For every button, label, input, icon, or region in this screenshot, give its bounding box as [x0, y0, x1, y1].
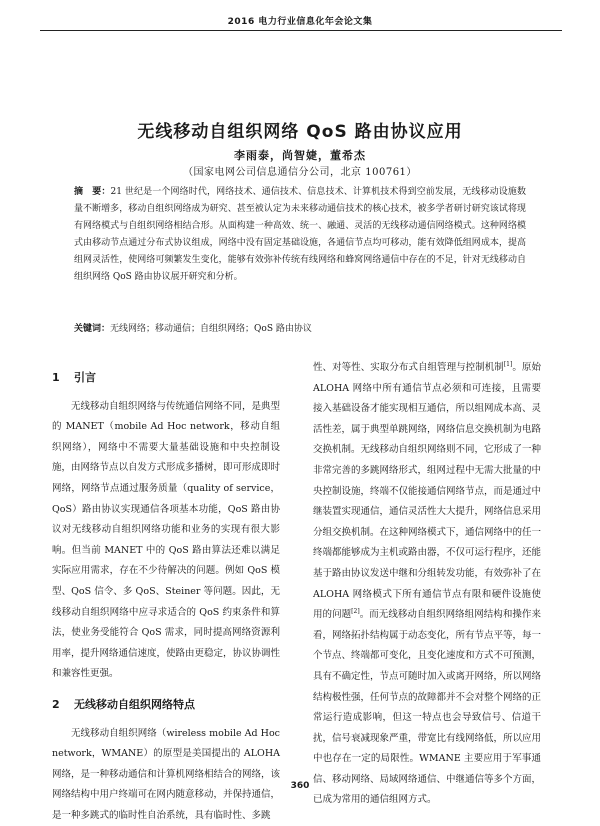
section-2-paragraph: 无线移动自组织网络（wireless mobile Ad Hoc network，WMANE）的原型是美国提出的 ALOHA 网络，是一种移动通信和计算机网络相结合的网络，该网络结构中用户终端可在网内随意移动，并保持通信，是一种多跳式的临时性自治系统，具有临时性、多跳: [52, 724, 280, 826]
citation-1: [1]: [504, 361, 513, 368]
right-column-paragraph: [313, 358, 541, 811]
section-2-title: 无线移动自组织网络特点: [74, 698, 195, 711]
section-1-heading: [52, 368, 280, 389]
spacer: [52, 389, 280, 397]
paper-title: 无线移动自组织网络 QoS 路由协议应用: [0, 117, 600, 142]
section-2-number: 2: [52, 695, 74, 716]
left-column: [52, 358, 280, 826]
header-rule: [40, 30, 562, 31]
abstract-text: 21 世纪是一个网络时代，网络技术、通信技术、信息技术、计算机技术得到空前发展，无线移动设施数量不断增多，移动自组织网络成为研究、甚至被认定为未来移动通信技术的核心技术，被多学者研讨研究该试将现有网络模式与自组织网络相结合形。从面构建一种高效、统一、融通、灵活的无线移动通信网络模式。这种网络模式由移动节点通过分布式协议组成，网络中没有固定基础设施，各通信节点均可移动，能有效降低组网成本，提高组网灵活性，使网络可频繁发生变化，能够有效弥补传统有线网络和蜂窝网络通信中存在的不足，针对无线移动自组织网络 QoS 路由协议展开研究和分析。: [74, 187, 526, 282]
section-1-title: 引言: [74, 371, 96, 384]
running-head: 2016 电力行业信息化年会论文集: [0, 14, 600, 27]
abstract-label: 摘 要：: [74, 187, 110, 197]
text-run: 性、对等性、实取分布式自组管理与控制机制: [313, 362, 504, 373]
spacer: [52, 358, 280, 368]
right-column: [313, 358, 541, 811]
abstract: [74, 184, 526, 287]
keywords-text: 无线网络；移动通信；自组织网络；QoS 路由协议: [110, 324, 312, 334]
paper-affiliation: （国家电网公司信息通信分公司，北京 100761）: [0, 163, 600, 178]
text-run: 。原始 ALOHA 网络中所有通信节点必须和可连接，且需要接入基础设备才能实现相互通信，所以组网成本高、灵活性差，属于典型单跳网络，网络信息交换机制为电路交换机制。无线移动自组织网络则不同，它形成了一种非常完善的多跳网络形式，组网过程中无需大批量的中央控制设施，终端不仅能接通信网络节点，而是通过中继装置实现通信，通信灵活性大大提升，网络信息采用分组交换机制。在这种网络模式下，通信网络中的任一终端都能够成为主机或路由器，不仅可运行程序，还能基于路由协议发送中继和分组转发功能，有效弥补了在 ALOHA 网络模式下所有通信节点有限和硬件设施使用的问题: [313, 362, 541, 620]
keywords: [74, 322, 526, 336]
text-run: 。而无线移动自组织网络组网结构和操作来看，网络拓扑结构属于动态变化，所有节点平等，每一个节点、终端都可变化，且变化速度和方式不可预测，具有不确定性，节点可随时加入或离开网络，所以网络结构极性强，任何节点的故障都并不会对整个网络的正常运行造成影响，但这一特点也会导致信号、信道干扰，信号衰减现象严重，带宽比有线网络低，所以应用中也存在一定的局限性。WMANE 主要应用于军事通信、移动网络、局域网络通信、中继通信等多个方面，已成为常用的通信组网方式。: [313, 609, 541, 805]
spacer: [52, 716, 280, 724]
section-2-heading: [52, 695, 280, 716]
citation-2: [2]: [351, 608, 360, 615]
section-1-paragraph: 无线移动自组织网络与传统通信网络不同，是典型的 MANET（mobile Ad Hoc network，移动自组织网络），网络中不需要大量基础设施和中央控制设施，由网络节点以自发方式形成多播树，即可形成即时网络，网络节点通过服务质量（quality of service，QoS）路由协议实现通信各项基本功能，QoS 路由协议对无线移动自组织网络功能和业务的实现有很大影响。但当前 MANET 中的 QoS 路由算法还难以满足实际应用需求，存在不少待解决的问题。例如 QoS 模型、QoS 信令、多 QoS、Steiner 等问题。因此，无线移动自组织网络中应寻求适合的 QoS 约束条件和算法，使业务受能符合 QoS 需求，同时提高网络资源利用率，提升网络通信速度，使路由更稳定，协议协调性和兼容性更强。: [52, 397, 280, 685]
keywords-label: 关键词：: [74, 324, 110, 334]
spacer: [52, 685, 280, 695]
section-1-number: 1: [52, 368, 74, 389]
paper-authors: 李雨泰，尚智婕，董希杰: [0, 147, 600, 163]
page-number: 360: [0, 781, 600, 791]
